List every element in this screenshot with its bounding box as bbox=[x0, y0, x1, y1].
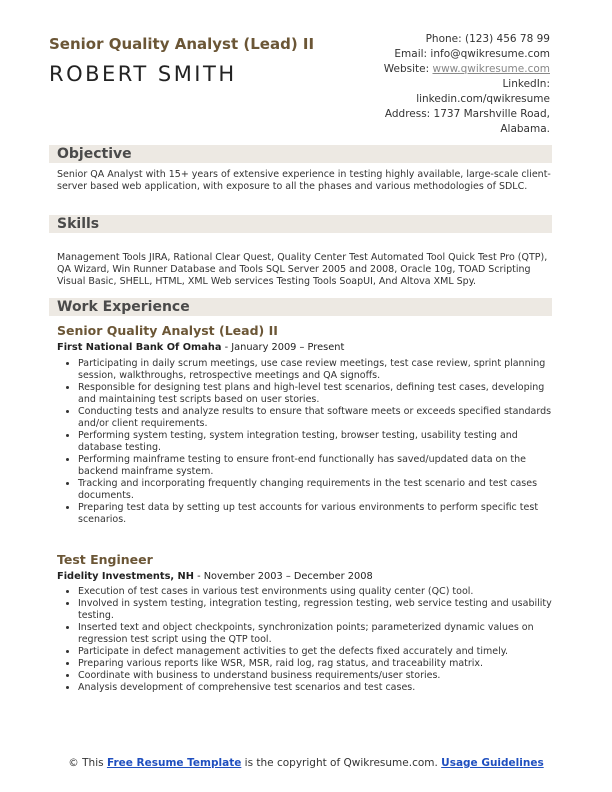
footer-copyright bbox=[0, 756, 612, 770]
list-item: • Preparing various reports like WSR, MSR, raid log, rag status, and traceability matrix. bbox=[78, 658, 562, 670]
objective-heading: Objective bbox=[49, 145, 552, 163]
list-item: • Preparing test data by setting up test accounts for various environments to perform specific test scenarios. bbox=[78, 502, 562, 526]
header-job-title: Senior Quality Analyst (Lead) II bbox=[49, 35, 315, 53]
list-item: • Involved in system testing, integration testing, regression testing, web service testing and usability testing. bbox=[78, 598, 562, 622]
footer-middle: is the copyright of Qwikresume.com. bbox=[241, 757, 442, 769]
list-item: • Inserted text and object checkpoints, synchronization points; parameterized dynamic values on regression test script using the QTP tool. bbox=[78, 622, 562, 646]
list-item: • Coordinate with business to understand business requirements/user stories. bbox=[78, 670, 562, 682]
contact-website bbox=[290, 62, 550, 77]
footer-prefix: © This bbox=[68, 757, 107, 769]
job-1-title: Senior Quality Analyst (Lead) II bbox=[57, 323, 278, 338]
contact-address-state: Alabama. bbox=[500, 123, 550, 135]
list-item: • Participate in defect management activities to get the defects fixed accurately and timely. bbox=[78, 646, 562, 658]
contact-phone: Phone: (123) 456 78 99 bbox=[425, 33, 550, 45]
skills-text: Management Tools JIRA, Rational Clear Quest, Quality Center Test Automated Tool Quick Test Pro (QTP), QA Wizard, Win Runner Database and Tools SQL Server 2005 and 2008, Oracle 10g, TOAD Scripting Visual Basic, SHELL, HTML, XML Web services Testing Tools SoapUI, And Altova XML Spy. bbox=[57, 252, 548, 287]
contact-address: Address: 1737 Marshville Road, bbox=[384, 108, 550, 120]
list-item: • Performing mainframe testing to ensure front-end functionally has saved/updated data on the backend mainframe system. bbox=[78, 454, 562, 478]
contact-block bbox=[290, 32, 550, 137]
job-2-company: Fidelity Investments, NH bbox=[57, 571, 194, 582]
contact-website-label: Website: bbox=[383, 63, 430, 75]
list-item: • Performing system testing, system integration testing, browser testing, usability testing and database testing. bbox=[78, 430, 562, 454]
list-item: • Responsible for designing test plans and high-level test scenarios, defining test cases, developing and maintaining test scripts based on user stories. bbox=[78, 382, 562, 406]
list-item: • Conducting tests and analyze results to ensure that software meets or exceeds specified standards and/or client requirements. bbox=[78, 406, 562, 430]
job-2-bullets bbox=[66, 586, 562, 694]
contact-email: Email: info@qwikresume.com bbox=[394, 48, 550, 60]
website-link[interactable]: www.qwikresume.com bbox=[432, 63, 550, 75]
linkedin-link[interactable]: linkedin.com/qwikresume bbox=[416, 93, 550, 105]
job-1-dates: - January 2009 – Present bbox=[221, 342, 345, 353]
list-item: • Analysis development of comprehensive test scenarios and test cases. bbox=[78, 682, 562, 694]
job-1-company: First National Bank Of Omaha bbox=[57, 342, 222, 353]
candidate-name: ROBERT SMITH bbox=[49, 62, 237, 86]
free-resume-template-link[interactable]: Free Resume Template bbox=[106, 757, 242, 769]
job-2-title: Test Engineer bbox=[57, 552, 153, 567]
list-item: • Participating in daily scrum meetings, use case review meetings, test case review, sprint planning session, walkthroughs, retrospective meetings and QA signoffs. bbox=[78, 358, 562, 382]
work-experience-heading: Work Experience bbox=[49, 298, 552, 316]
job-1-company-line bbox=[57, 342, 344, 353]
usage-guidelines-link[interactable]: Usage Guidelines bbox=[441, 757, 544, 769]
objective-text: Senior QA Analyst with 15+ years of extensive experience in testing highly available, large-scale client-server based web application, with exposure to all the phases and various methodologies of SDLC. bbox=[57, 169, 551, 192]
list-item: • Execution of test cases in various test environments using quality center (QC) tool. bbox=[78, 586, 562, 598]
job-2-dates: - November 2003 – December 2008 bbox=[193, 571, 373, 582]
job-1-bullets bbox=[66, 358, 562, 526]
list-item: • Tracking and incorporating frequently changing requirements in the test scenario and test cases documents. bbox=[78, 478, 562, 502]
skills-heading: Skills bbox=[49, 215, 552, 233]
job-2-company-line bbox=[57, 571, 373, 582]
contact-linkedin-label: LinkedIn: bbox=[502, 78, 550, 90]
